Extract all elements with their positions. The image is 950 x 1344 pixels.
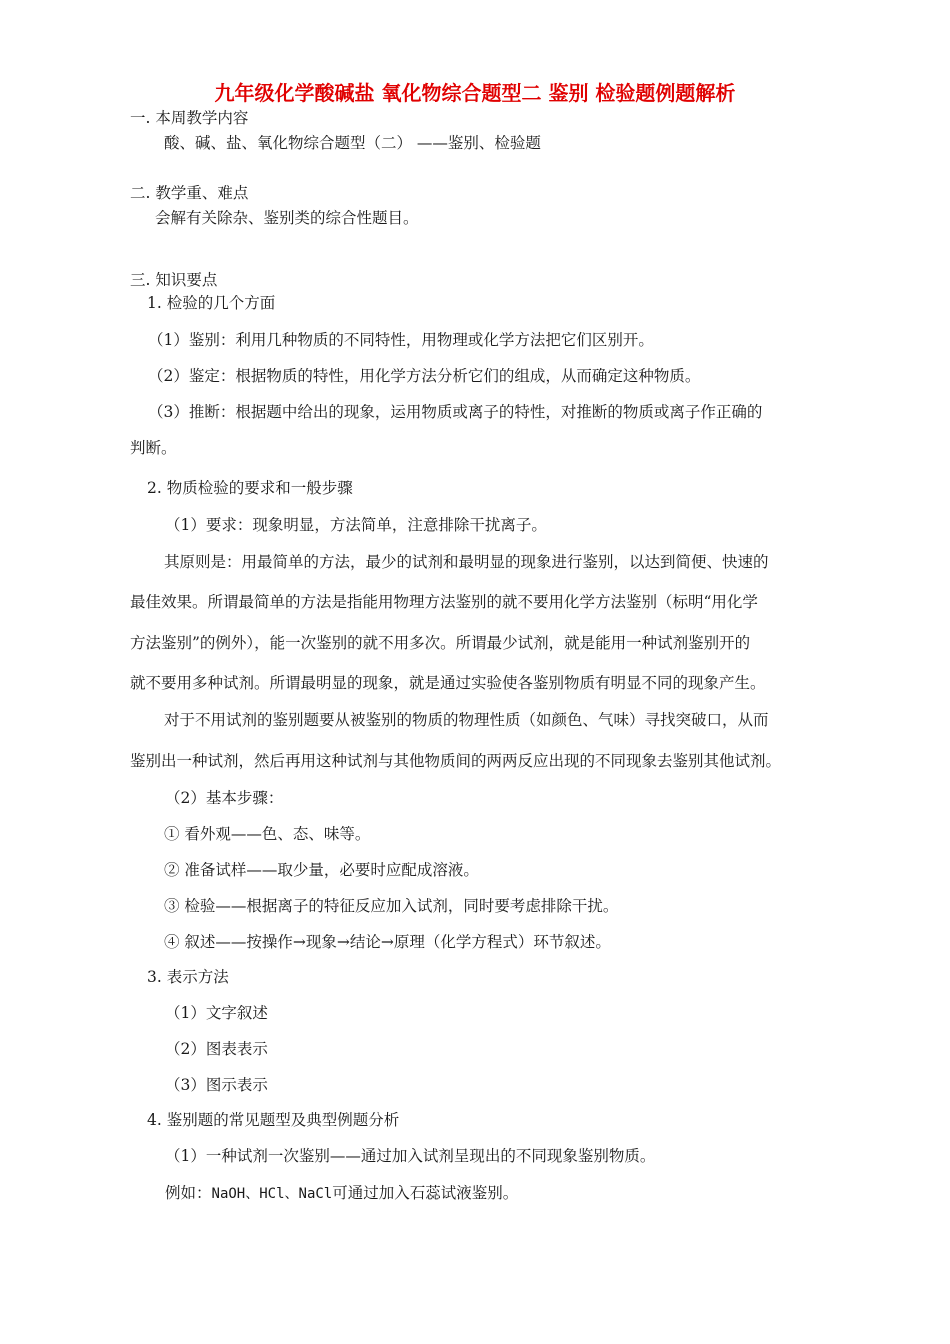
method-item: （2）图表表示 bbox=[165, 1040, 268, 1058]
step-item: ④ 叙述——按操作→现象→结论→原理（化学方程式）环节叙述。 bbox=[164, 933, 611, 951]
point-1-item: （3）推断：根据题中给出的现象，运用物质或离子的特性，对推断的物质或离子作正确的 bbox=[148, 403, 763, 421]
point-1-item: （2）鉴定：根据物质的特性，用化学方法分析它们的组成，从而确定这种物质。 bbox=[148, 367, 701, 385]
point-1-heading: 1. 检验的几个方面 bbox=[147, 294, 276, 312]
point-3-heading: 3. 表示方法 bbox=[147, 968, 229, 986]
step-item: ① 看外观——色、态、味等。 bbox=[164, 825, 371, 843]
document-title: 九年级化学酸碱盐 氧化物综合题型二 鉴别 检验题例题解析 bbox=[214, 81, 736, 105]
example-suffix: 可通过加入石蕊试液鉴别。 bbox=[332, 1184, 519, 1202]
requirements: （1）要求：现象明显，方法简单，注意排除干扰离子。 bbox=[165, 516, 547, 534]
method-item: （1）文字叙述 bbox=[165, 1004, 268, 1022]
example-formula: NaOH、HCl、NaCl bbox=[211, 1186, 333, 1202]
point-4-heading: 4. 鉴别题的常见题型及典型例题分析 bbox=[147, 1111, 400, 1129]
example-line bbox=[165, 1183, 518, 1204]
principle-line: 方法鉴别”的例外），能一次鉴别的就不用多次。所谓最少试剂，就是能用一种试剂鉴别开的 bbox=[130, 634, 751, 652]
steps-heading: （2）基本步骤： bbox=[165, 789, 284, 807]
point-2-heading: 2. 物质检验的要求和一般步骤 bbox=[147, 479, 353, 497]
step-item: ③ 检验——根据离子的特征反应加入试剂，同时要考虑排除干扰。 bbox=[164, 897, 619, 915]
principle-line: 最佳效果。所谓最简单的方法是指能用物理方法鉴别的就不要用化学方法鉴别（标明“用化学 bbox=[130, 593, 758, 611]
example-prefix: 例如： bbox=[165, 1184, 212, 1202]
point-1-item: 判断。 bbox=[130, 439, 177, 457]
principle-line: 其原则是：用最简单的方法，最少的试剂和最明显的现象进行鉴别，以达到简便、快速的 bbox=[164, 553, 769, 571]
step-item: ② 准备试样——取少量，必要时应配成溶液。 bbox=[164, 861, 479, 879]
section-2-content: 会解有关除杂、鉴别类的综合性题目。 bbox=[155, 209, 419, 227]
section-1-content: 酸、碱、盐、氧化物综合题型（二） ——鉴别、检验题 bbox=[164, 134, 541, 152]
section-3-heading: 三. 知识要点 bbox=[130, 271, 218, 289]
type-1-item: （1）一种试剂一次鉴别——通过加入试剂呈现出的不同现象鉴别物质。 bbox=[165, 1147, 656, 1165]
method-item: （3）图示表示 bbox=[165, 1076, 268, 1094]
principle-line: 就不要用多种试剂。所谓最明显的现象，就是通过实验使各鉴别物质有明显不同的现象产生。 bbox=[130, 674, 766, 692]
point-1-item: （1）鉴别：利用几种物质的不同特性，用物理或化学方法把它们区别开。 bbox=[148, 331, 654, 349]
no-reagent-line: 鉴别出一种试剂，然后再用这种试剂与其他物质间的两两反应出现的不同现象去鉴别其他试剂。 bbox=[130, 752, 782, 770]
section-2-heading: 二. 教学重、难点 bbox=[130, 184, 249, 202]
section-1-heading: 一. 本周教学内容 bbox=[130, 109, 249, 127]
no-reagent-line: 对于不用试剂的鉴别题要从被鉴别的物质的物理性质（如颜色、气味）寻找突破口，从而 bbox=[164, 711, 769, 729]
